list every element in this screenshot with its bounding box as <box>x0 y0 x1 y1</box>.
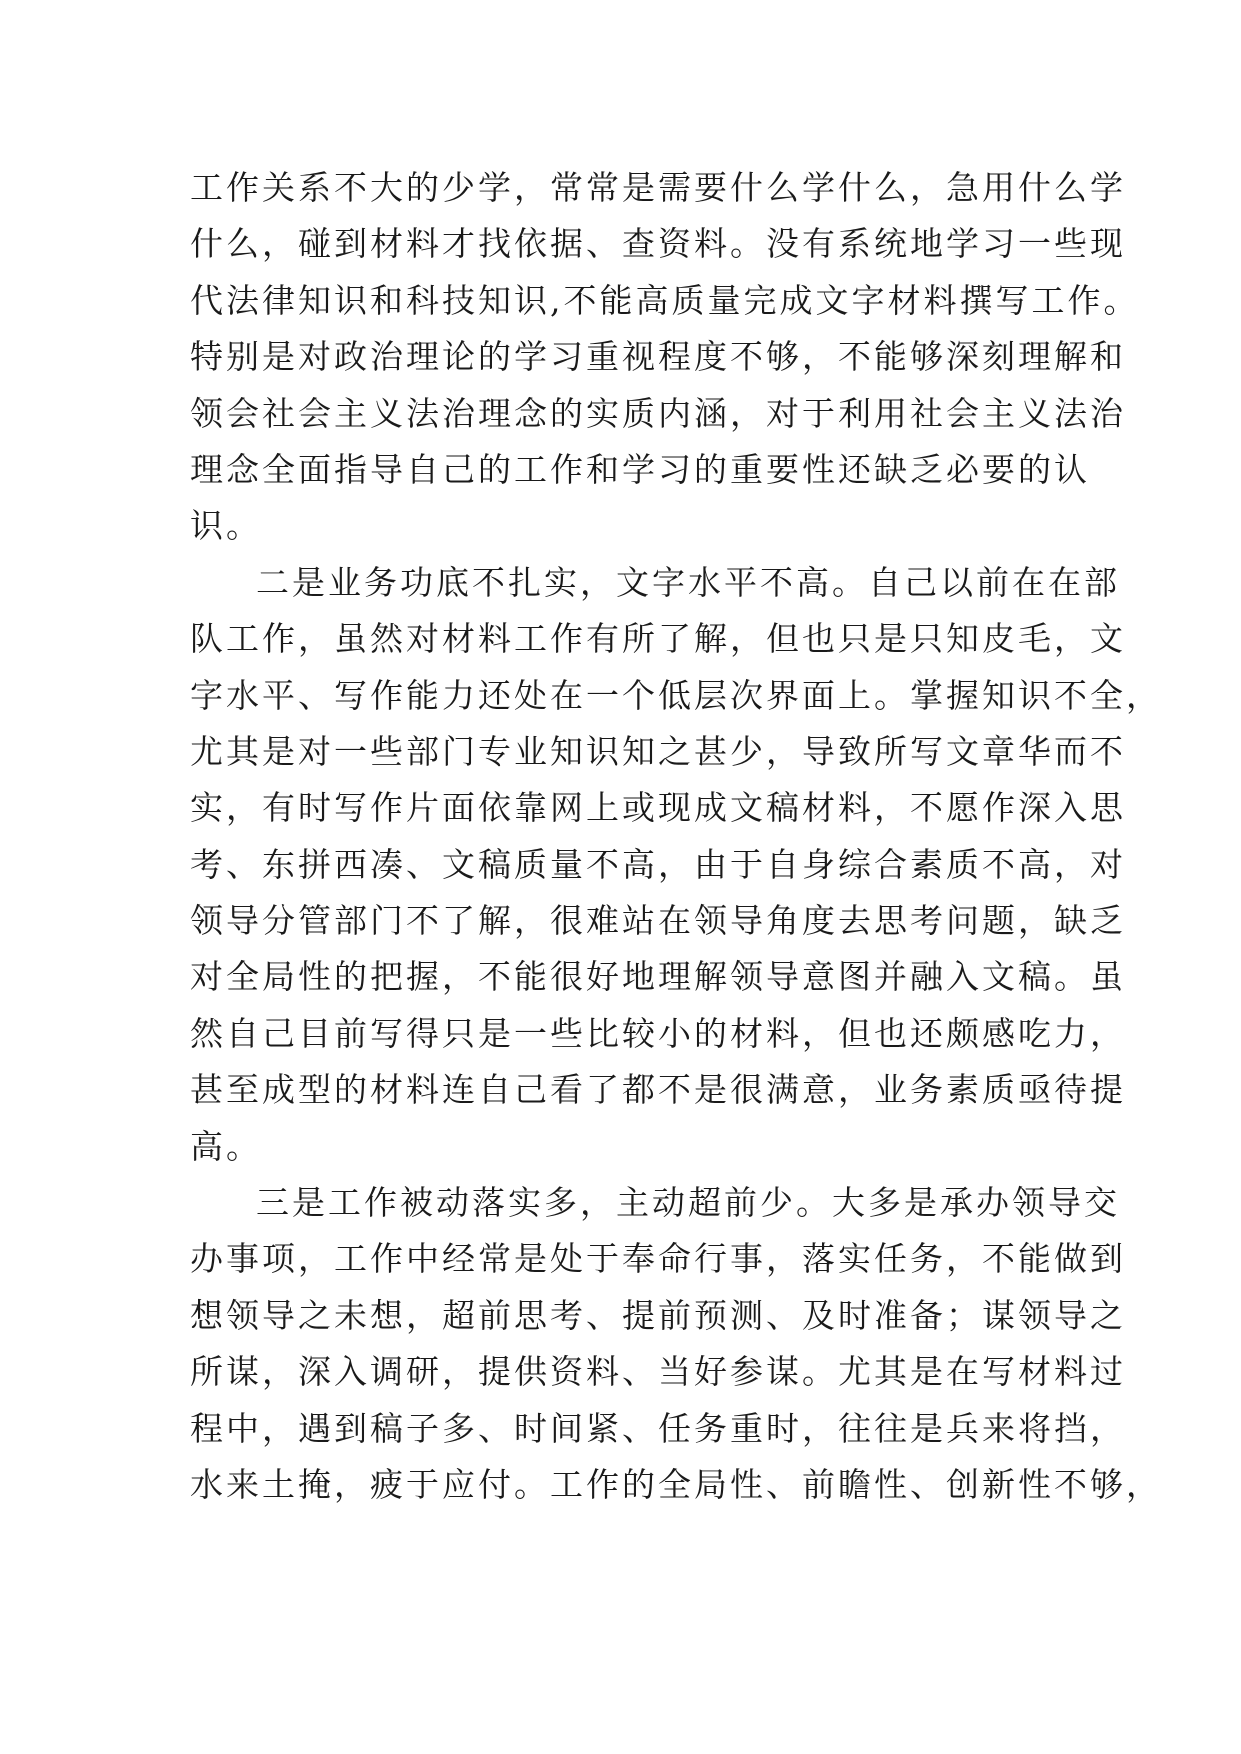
text-line: 什么，碰到材料才找依据、查资料。没有系统地学习一些现 <box>190 224 1126 264</box>
document-body <box>190 160 1162 1513</box>
text-line: 特别是对政治理论的学习重视程度不够，不能够深刻理解和 <box>190 337 1126 377</box>
text-line: 领会社会主义法治理念的实质内涵，对于利用社会主义法治 <box>190 393 1126 433</box>
paragraph-start-line: 二是业务功底不扎实，文字水平不高。自己以前在在部 <box>256 562 1120 602</box>
text-line: 水来土掩，疲于应付。工作的全局性、前瞻性、创新性不够， <box>190 1464 1162 1504</box>
text-line: 尤其是对一些部门专业知识知之甚少，导致所写文章华而不 <box>190 731 1126 771</box>
text-line: 队工作，虽然对材料工作有所了解，但也只是只知皮毛，文 <box>190 619 1126 659</box>
paragraph-start-line: 三是工作被动落实多，主动超前少。大多是承办领导交 <box>256 1183 1120 1223</box>
text-line: 理念全面指导自己的工作和学习的重要性还缺乏必要的认 <box>190 449 1090 489</box>
text-line: 想领导之未想，超前思考、提前预测、及时准备；谋领导之 <box>190 1295 1126 1335</box>
text-line: 程中，遇到稿子多、时间紧、任务重时，往往是兵来将挡， <box>190 1408 1126 1448</box>
text-line: 字水平、写作能力还处在一个低层次界面上。掌握知识不全， <box>190 675 1162 715</box>
text-line: 高。 <box>190 1126 262 1166</box>
text-line: 领导分管部门不了解，很难站在领导角度去思考问题，缺乏 <box>190 901 1126 941</box>
text-line: 办事项，工作中经常是处于奉命行事，落实任务，不能做到 <box>190 1239 1126 1279</box>
text-line: 工作关系不大的少学，常常是需要什么学什么，急用什么学 <box>190 168 1126 207</box>
text-line: 所谋，深入调研，提供资料、当好参谋。尤其是在写材料过 <box>190 1352 1126 1392</box>
text-line: 对全局性的把握，不能很好地理解领导意图并融入文稿。虽 <box>190 957 1126 997</box>
text-line: 然自己目前写得只是一些比较小的材料，但也还颇感吃力， <box>190 1013 1126 1053</box>
text-line: 代法律知识和科技知识,不能高质量完成文字材料撰写工作。 <box>190 280 1140 320</box>
text-line: 甚至成型的材料连自己看了都不是很满意，业务素质亟待提 <box>190 1070 1126 1110</box>
text-line: 实，有时写作片面依靠网上或现成文稿材料，不愿作深入思 <box>190 788 1126 828</box>
text-line: 考、东拼西凑、文稿质量不高，由于自身综合素质不高，对 <box>190 844 1126 884</box>
text-line: 识。 <box>190 506 262 546</box>
